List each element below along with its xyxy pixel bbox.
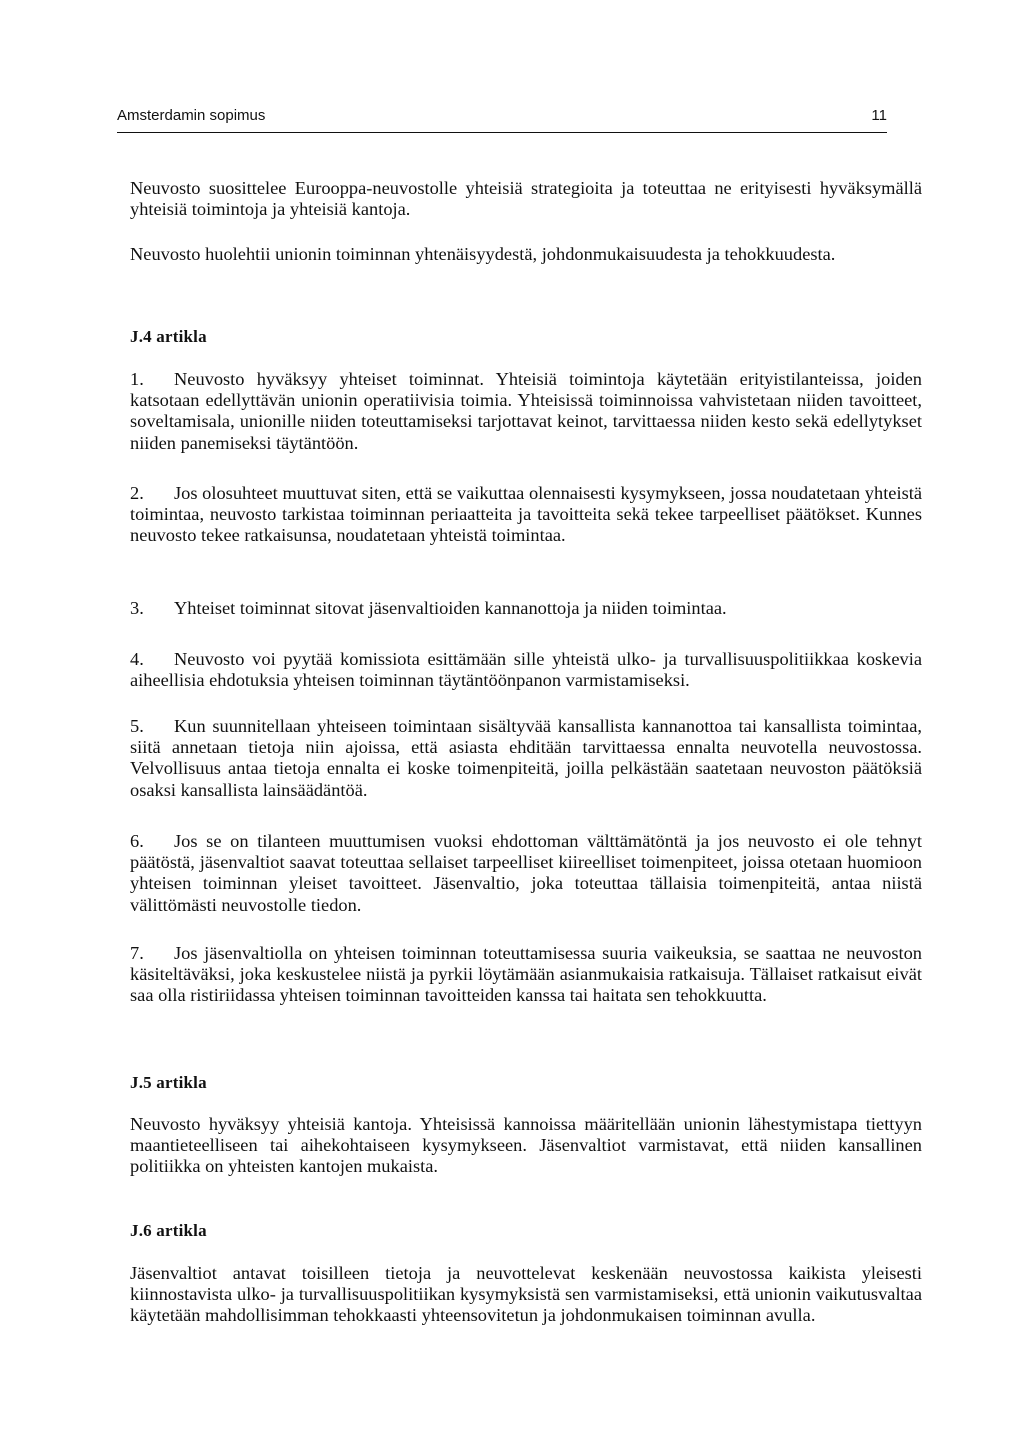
item-text: Jos se on tilanteen muuttumisen vuoksi ehdottoman välttämätöntä ja jos neuvosto ei ole tehnyt päätöstä, jäsenvaltiot saavat toteuttaa sellaiset tarpeelliset kiireelliset toimenpiteet, joissa otetaan huomioon yhteisen toiminnan yleiset tavoitteet. Jäsenvaltio, joka toteuttaa tällaisia toimenpiteitä, antaa niistä välittömästi neuvostolle tiedon.	[130, 831, 922, 915]
item-number: 5.	[130, 716, 144, 736]
article-j5-heading: J.5 artikla	[130, 1073, 207, 1092]
running-title: Amsterdamin sopimus	[117, 107, 266, 124]
item-text: Neuvosto voi pyytää komissiota esittämään sille yhteistä ulko- ja turvallisuuspolitiikkaa koskevia aiheellisia ehdotuksia yhteisen toiminnan täytäntöönpanon varmistamiseksi.	[130, 649, 922, 691]
item-number: 7.	[130, 943, 144, 963]
article-j4-heading: J.4 artikla	[130, 327, 207, 346]
item-text: Jos jäsenvaltiolla on yhteisen toiminnan toteuttamisessa suuria vaikeuksia, se saattaa ne neuvoston käsiteltäväksi, joka keskustelee niistä ja pyrkii löytämään asianmukaisia ratkaisuja. Tällaiset ratkaisut eivät saa olla ristiriidassa yhteisen toiminnan tavoitteiden kanssa tai haitata sen tehokkuutta.	[130, 943, 922, 1006]
article-j6-paragraph	[130, 1263, 922, 1327]
item-number: 3.	[130, 598, 144, 618]
page-number: 11	[871, 107, 887, 124]
item-text: Neuvosto hyväksyy yhteiset toiminnat. Yhteisiä toimintoja käytetään erityistilanteissa, joiden katsotaan edellyttävän unionin operatiivisia toimia. Yhteisissä toiminnoissa vahvistetaan niiden tavoitteet, soveltamisala, unionille niiden toteuttamiseksi tarjottavat keinot, tarvittaessa niiden kesto sekä edellytykset niiden panemiseksi täytäntöön.	[130, 369, 922, 453]
item-number: 1.	[130, 369, 144, 389]
article-j4-item-3	[130, 598, 922, 619]
article-j4-item-7	[130, 943, 922, 1007]
article-j4-item-1	[130, 369, 922, 454]
article-j4-item-6	[130, 831, 922, 916]
article-j4-item-4	[130, 649, 922, 691]
paragraph-text: Neuvosto hyväksyy yhteisiä kantoja. Yhteisissä kannoissa määritellään unionin lähestymistapa tiettyyn maantieteelliseen tai aihekohtaiseen kysymykseen. Jäsenvaltiot varmistavat, että niiden kansallinen politiikka on yhteisten kantojen mukaista.	[130, 1114, 922, 1177]
paragraph-text: Neuvosto huolehtii unionin toiminnan yhtenäisyydestä, johdonmukaisuudesta ja tehokkuudesta.	[130, 244, 836, 264]
intro-paragraph-1	[130, 178, 922, 220]
item-text: Jos olosuhteet muuttuvat siten, että se vaikuttaa olennaisesti kysymykseen, jossa noudatetaan yhteistä toimintaa, neuvosto tarkistaa toiminnan periaatteita ja tavoitteita sekä tekee tarpeelliset päätökset. Kunnes neuvosto tekee ratkaisunsa, noudatetaan yhteistä toimintaa.	[130, 483, 922, 546]
item-number: 4.	[130, 649, 144, 669]
paragraph-text: Jäsenvaltiot antavat toisilleen tietoja ja neuvottelevat keskenään neuvostossa kaikista yleisesti kiinnostavista ulko- ja turvallisuuspolitiikan kysymyksistä sen varmistamiseksi, että unionin vaikutusvaltaa käytetään mahdollisimman tehokkaasti yhteensovitetun ja johdonmukaisen toiminnan avulla.	[130, 1263, 922, 1326]
article-j6-heading: J.6 artikla	[130, 1221, 207, 1240]
article-j4-item-2	[130, 483, 922, 547]
page-header	[117, 104, 887, 133]
item-number: 6.	[130, 831, 144, 851]
item-text: Yhteiset toiminnat sitovat jäsenvaltioiden kannanottoja ja niiden toimintaa.	[174, 598, 727, 618]
paragraph-text: Neuvosto suosittelee Eurooppa-neuvostolle yhteisiä strategioita ja toteuttaa ne erityisesti hyväksymällä yhteisiä toimintoja ja yhteisiä kantoja.	[130, 178, 922, 220]
item-number: 2.	[130, 483, 144, 503]
item-text: Kun suunnitellaan yhteiseen toimintaan sisältyvää kansallista kannanottoa tai kansallista toimintaa, siitä annetaan tietoja niin ajoissa, että asiasta ehditään tarvittaessa ennalta neuvotella neuvostossa. Velvollisuus antaa tietoja ennalta ei koske toimenpiteitä, joilla pelkästään saatetaan neuvoston päätöksiä osaksi kansallista lainsäädäntöä.	[130, 716, 922, 800]
article-j4-item-5	[130, 716, 922, 801]
intro-paragraph-2	[130, 244, 922, 265]
article-j5-paragraph	[130, 1114, 922, 1178]
